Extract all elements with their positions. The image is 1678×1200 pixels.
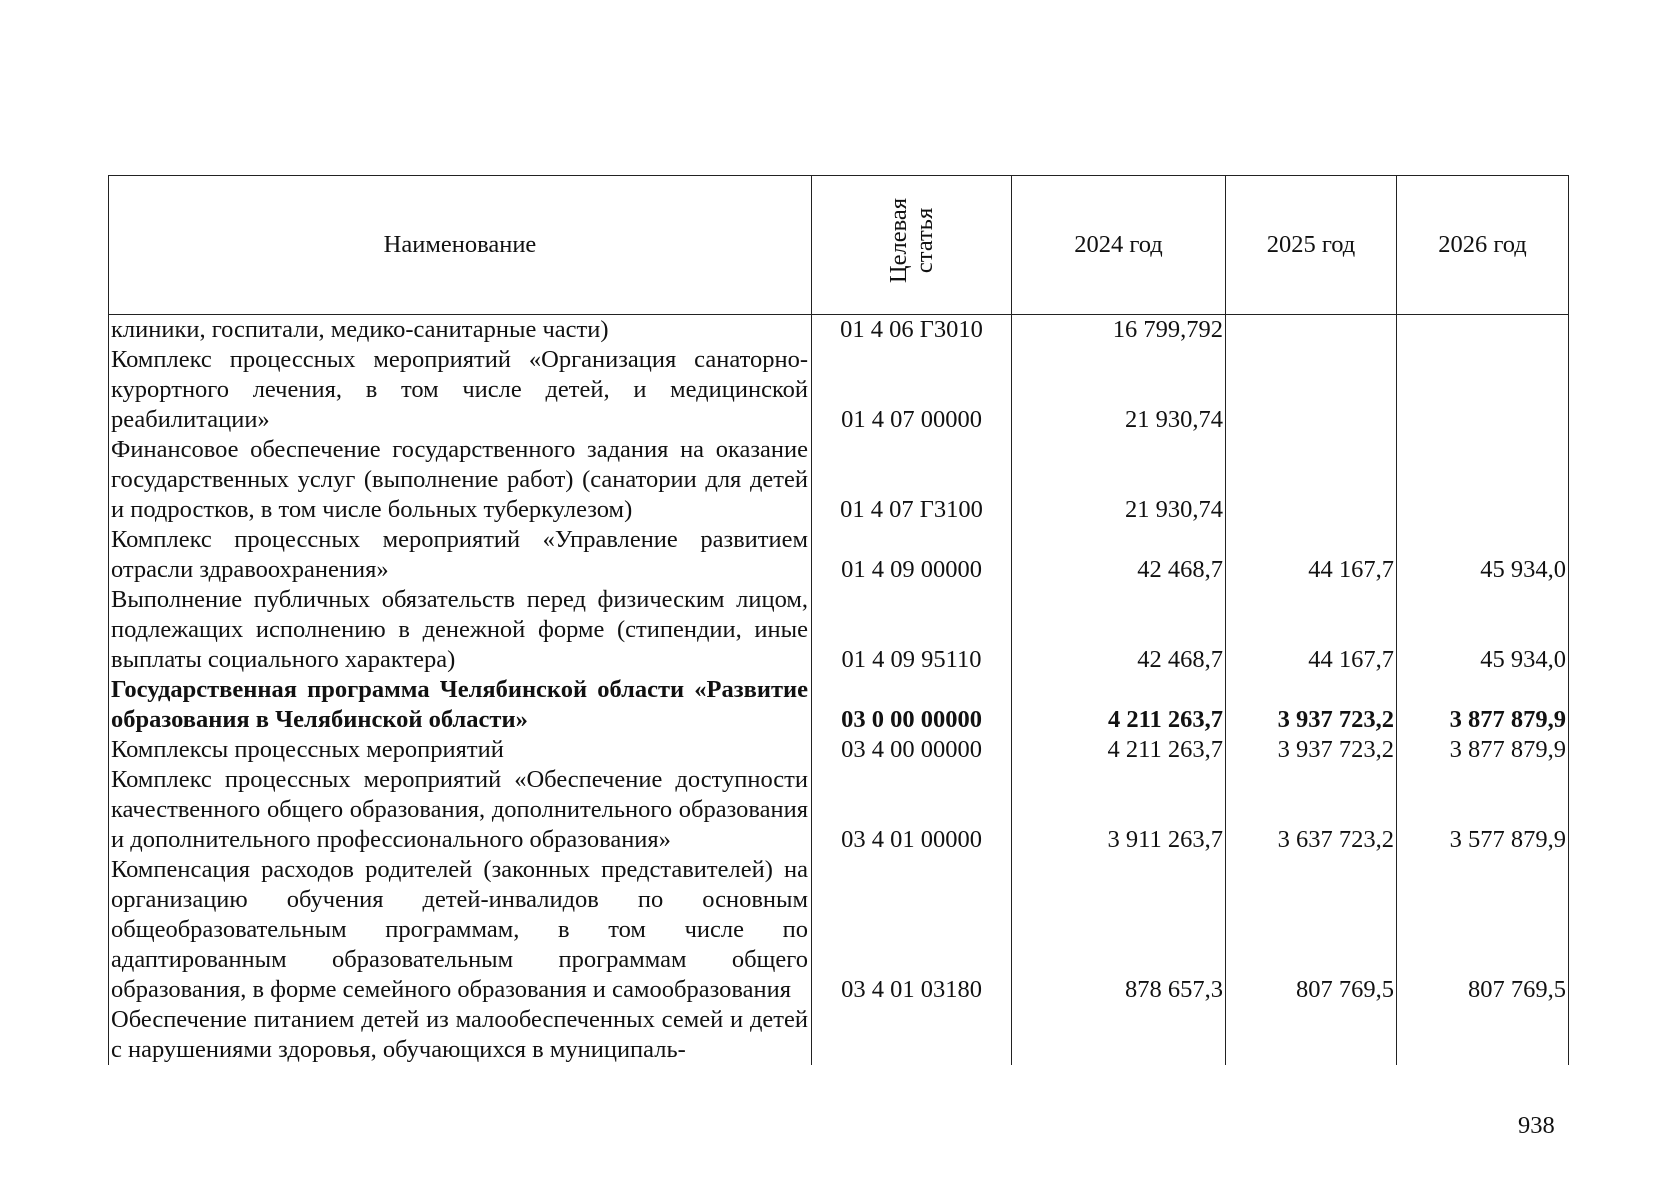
row-2024: 878 657,3	[1012, 855, 1226, 1005]
row-2025: 3 937 723,2	[1226, 735, 1397, 765]
table-row	[109, 765, 1569, 855]
table-row	[109, 585, 1569, 675]
header-code-label: Целевая статья	[884, 198, 938, 284]
table-header	[109, 176, 1569, 315]
table-body	[109, 315, 1569, 1066]
row-name: Финансовое обеспечение государственного задания на оказание государственных услуг (выполнение работ) (санатории для детей и подростков, в том числе больных туберкулезом)	[109, 435, 812, 525]
row-2026	[1397, 1005, 1569, 1065]
row-2026: 3 877 879,9	[1397, 735, 1569, 765]
row-2026: 45 934,0	[1397, 585, 1569, 675]
row-2025	[1226, 345, 1397, 435]
row-name: Комплекс процессных мероприятий «Организация санаторно-курортного лечения, в том числе детей, и медицинской реабилитации»	[109, 345, 812, 435]
table-row-program	[109, 675, 1569, 735]
row-name: Комплекс процессных мероприятий «Управление развитием отрасли здравоохранения»	[109, 525, 812, 585]
row-2025: 807 769,5	[1226, 855, 1397, 1005]
row-code	[812, 1005, 1012, 1065]
header-2026: 2026 год	[1397, 176, 1569, 315]
row-name: Компенсация расходов родителей (законных представителей) на организацию обучения детей-инвалидов по основным общеобразовательным программам, в том числе по адаптированным образовательным программам общего образования, в форме семейного образования и самообразования	[109, 855, 812, 1005]
row-code: 01 4 07 Г3100	[812, 435, 1012, 525]
row-2024: 4 211 263,7	[1012, 675, 1226, 735]
row-2026	[1397, 315, 1569, 346]
row-2025	[1226, 315, 1397, 346]
row-2024	[1012, 1005, 1226, 1065]
budget-table	[108, 175, 1569, 1065]
row-2025: 3 937 723,2	[1226, 675, 1397, 735]
table-row	[109, 855, 1569, 1005]
row-2025: 44 167,7	[1226, 525, 1397, 585]
row-2024: 42 468,7	[1012, 525, 1226, 585]
row-2026	[1397, 345, 1569, 435]
row-code: 01 4 09 95110	[812, 585, 1012, 675]
row-name: Государственная программа Челябинской области «Развитие образования в Челябинской области»	[109, 675, 812, 735]
row-name: Обеспечение питанием детей из малообеспеченных семей и детей с нарушениями здоровья, обучающихся в муниципаль-	[109, 1005, 812, 1065]
row-code: 03 4 01 00000	[812, 765, 1012, 855]
row-name: клиники, госпитали, медико-санитарные части)	[109, 315, 812, 346]
table-row	[109, 345, 1569, 435]
row-2026: 3 877 879,9	[1397, 675, 1569, 735]
row-name: Выполнение публичных обязательств перед физическим лицом, подлежащих исполнению в денежной форме (стипендии, иные выплаты социального характера)	[109, 585, 812, 675]
row-2026	[1397, 435, 1569, 525]
header-2025: 2025 год	[1226, 176, 1397, 315]
row-2026: 45 934,0	[1397, 525, 1569, 585]
row-code: 03 0 00 00000	[812, 675, 1012, 735]
table-row	[109, 315, 1569, 346]
table-row	[109, 435, 1569, 525]
row-name: Комплекс процессных мероприятий «Обеспечение доступности качественного общего образования, дополнительного образования и дополнительного профессионального образования»	[109, 765, 812, 855]
row-2024: 21 930,74	[1012, 345, 1226, 435]
row-code: 03 4 01 03180	[812, 855, 1012, 1005]
header-2024: 2024 год	[1012, 176, 1226, 315]
table-row	[109, 525, 1569, 585]
row-2025: 3 637 723,2	[1226, 765, 1397, 855]
budget-table-container	[108, 175, 1568, 1105]
row-name: Комплексы процессных мероприятий	[109, 735, 812, 765]
header-name: Наименование	[109, 176, 812, 315]
row-2024: 4 211 263,7	[1012, 735, 1226, 765]
row-2026: 807 769,5	[1397, 855, 1569, 1005]
header-row	[109, 176, 1569, 315]
table-row-continued	[109, 1005, 1569, 1065]
row-code: 03 4 00 00000	[812, 735, 1012, 765]
header-code	[812, 176, 1012, 315]
row-2024: 3 911 263,7	[1012, 765, 1226, 855]
row-code: 01 4 06 Г3010	[812, 315, 1012, 346]
row-2025	[1226, 435, 1397, 525]
row-2024: 16 799,792	[1012, 315, 1226, 346]
row-code: 01 4 07 00000	[812, 345, 1012, 435]
row-2024: 42 468,7	[1012, 585, 1226, 675]
row-code: 01 4 09 00000	[812, 525, 1012, 585]
row-2025: 44 167,7	[1226, 585, 1397, 675]
row-2025	[1226, 1005, 1397, 1065]
row-2024: 21 930,74	[1012, 435, 1226, 525]
table-row	[109, 735, 1569, 765]
row-2026: 3 577 879,9	[1397, 765, 1569, 855]
page-number: 938	[1518, 1112, 1555, 1139]
